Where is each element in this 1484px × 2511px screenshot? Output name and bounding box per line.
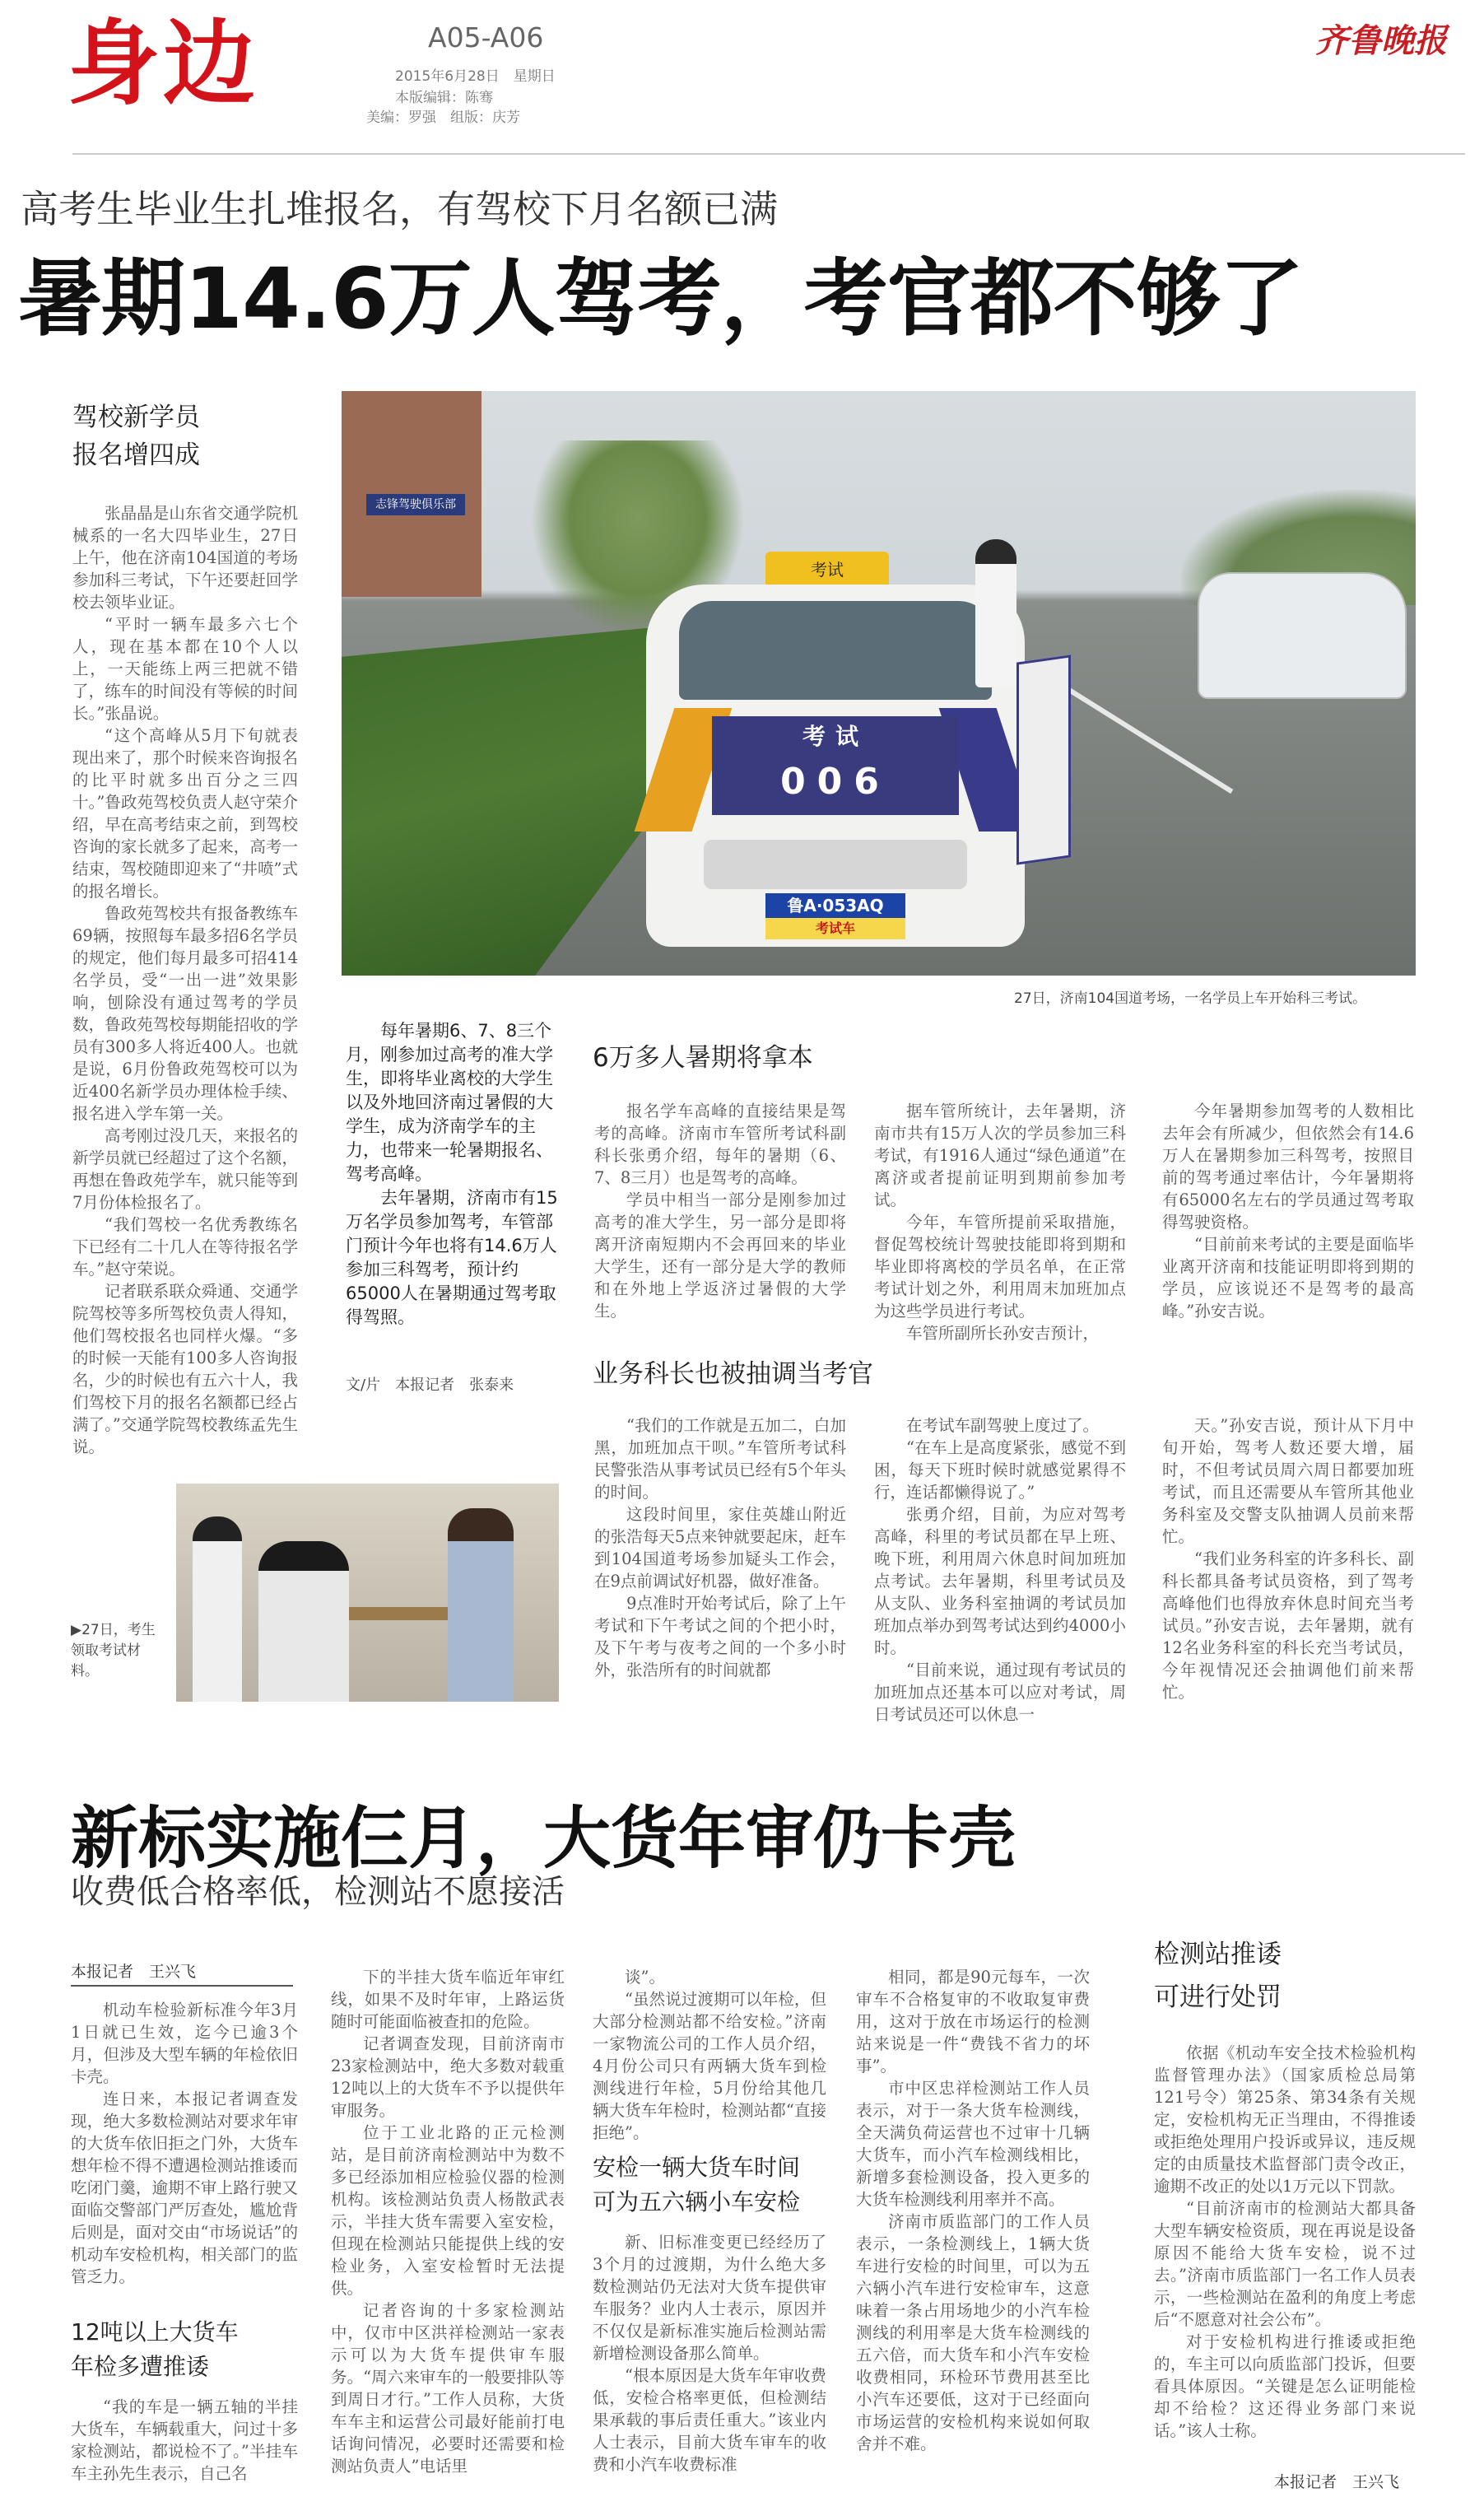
story2-col1-tail-p0: “我的车是一辆五轴的半挂大货车，车辆载重大，问过十多家检测站，都说检不了。”半挂车车主孙先生表示，自己名 <box>71 2397 298 2483</box>
hood-label-number: 006 <box>780 761 891 803</box>
story1-sub3-col2-p1: “在车上是高度紧张，感觉不到困，每天下班时候时就感觉累得不行，连话都懒得说了。” <box>874 1438 1126 1502</box>
story2-headline: 新标实施仨月，大货年审仍卡壳 <box>71 1800 1016 1878</box>
story1-sub2-col3 <box>1162 1100 1414 1322</box>
story1-sub3-col2 <box>874 1414 1126 1726</box>
open-door <box>1016 655 1071 864</box>
story1-sub2-col2-p0: 据车管所统计，去年暑期，济南市共有15万人次的学员参加三科考试，有1916人通过“绿色通道”在离济或者提前证明到期前参加考试。 <box>874 1102 1126 1209</box>
lane-marking <box>1063 685 1234 794</box>
story2-col5-p2: 对于安检机构进行推诿或拒绝的，车主可以向质监部门投诉，但要看具体原因。“关键是怎么证明能检却不给检？这还得业务部门来说话。”该人士称。 <box>1154 2332 1416 2440</box>
story1-sub3-col1-p1: 这段时间里，家住英雄山附近的张浩每天5点来钟就要起床，赶车到104国道考场参加疑头工作会，在9点前调试好机器，做好准备。 <box>594 1505 846 1591</box>
main-photo <box>342 391 1416 976</box>
story1-col-left-p2: “这个高峰从5月下旬就表现出来了，那个时候来咨询报名的比平时就多出百分之三四十。”鲁政苑驾校负责人赵守荣介绍，早在高考结束之前，到驾校咨询的家长就多了起来，高考一结束，驾校随即迎来了“井喷”式的报名增长。 <box>72 726 298 901</box>
suv <box>1198 572 1407 699</box>
hood-label <box>712 716 959 815</box>
story1-sub2-col2-p2: 车管所副所长孙安吉预计， <box>906 1324 1100 1343</box>
story2-col3-tail <box>593 2231 826 2476</box>
story2-col4-p2: 济南市质监部门的工作人员表示，一条检测线上，1辆大货车进行安检的时间里，可以为五六辆小汽车进行安检审车，这意味着一条占用场地少的小汽车检测线的利用率是大货车检测线的五六倍，而大货车和小汽车安检收费相同，环检环节费用甚至比小汽车还要低，这对于已经面向市场运营的安检机构来说如何取舍并不难。 <box>856 2212 1090 2453</box>
examinee-figure <box>258 1541 349 1702</box>
story1-col-left-p4: 高考刚过没几天，来报名的新学员就已经超过了这个名额，再想在鲁政苑学车，就只能等到7月份体检报名了。 <box>72 1126 298 1212</box>
roadside-sign: 志锋驾驶俱乐部 <box>366 494 465 515</box>
story2-col5 <box>1154 2042 1416 2442</box>
story1-sub3-col3-p0: 天。”孙安吉说，预计从下月中旬开始，驾考人数还要大增，届时，不但考试员周六周日都要加班考试，而且还需要从车管所其他业务科室及交警支队抽调人员前来帮忙。 <box>1162 1416 1414 1546</box>
story2-byline: 本报记者 王兴飞 <box>71 1959 293 1987</box>
story1-sub2-col2 <box>874 1100 1126 1344</box>
section-logo <box>67 11 339 118</box>
story1-sub2: 6万多人暑期将拿本 <box>593 1043 813 1073</box>
student-figure <box>975 539 1016 687</box>
story1-col-left-p0: 张晶晶是山东省交通学院机械系的一名大四毕业生，27日上午，他在济南104国道的考场参加科三考试，下午还要赶回学校去领毕业证。 <box>72 504 298 612</box>
license-plate <box>765 893 905 941</box>
small-photo-caption: ▶27日，考生领取考试材料。 <box>71 1622 156 1679</box>
windshield <box>679 601 992 700</box>
story1-intro-p0: 每年暑期6、7、8三个月，刚参加过高考的准大学生，即将毕业离校的大学生以及外地回济南过暑假的大学生，成为济南学车的主力，也带来一轮暑期报名、驾考高峰。 <box>346 1021 553 1184</box>
story2-byline-end: 本报记者 王兴飞 <box>1274 2473 1400 2491</box>
car-body <box>646 585 1025 947</box>
story2-col1-p1: 连日来，本报记者调查发现，绝大多数检测站对要求年审的大货车依旧拒之门外，大货车想年检不得不遭遇检测站推诿而吃闭门羹，逾期不审上路行驶又面临交警部门严厉查处，尴尬背后则是，面对交由“市场说话”的机动车安检机构，相关部门的监管乏力。 <box>71 2089 298 2286</box>
editor-credit: 本版编辑：陈骞 <box>395 90 493 106</box>
story2-col2-p3: 记者咨询的十多家检测站中，仅市中区洪祥检测站一家表示可以为大货车提供审车服务。“周六来审车的一般要排队等到周日才行。”工作人员称，大货车车主和运营公司最好能前打电话询问情况，必要时还需要和检测站负责人”电话里 <box>331 2301 565 2476</box>
story1-sub2-col3-p1: “目前前来考试的主要是面临毕业离开济南和技能证明即将到期的学员，应该说还不是驾考的最高峰。”孙安吉说。 <box>1162 1235 1414 1321</box>
story2-sub3: 检测站推诿 可进行处罚 <box>1154 1940 1282 2012</box>
plate-label: 考试车 <box>765 918 905 939</box>
story1-sub3-col3-p1: “我们业务科室的许多科长、副科长都具备考试员资格，到了驾考高峰他们也得放弃休息时间充当考试员。”孙安吉说，去年暑期，就有12名业务科室的科长充当考试员，今年视情况还会抽调他们前来帮忙。 <box>1162 1549 1414 1702</box>
story2-col1-p0: 机动车检验新标准今年3月1日就已生效，迄今已逾3个月，但涉及大型车辆的年检依旧卡壳。 <box>71 2001 298 2086</box>
story1-col-left <box>72 502 298 1458</box>
story1-sub3-col1 <box>594 1414 846 1681</box>
story2-col2 <box>331 1966 565 2477</box>
story2-deck: 收费低合格率低，检测站不愿接活 <box>71 1873 565 1911</box>
roof-sign <box>765 552 889 588</box>
story1-sub3-col2-p0: 在考试车副驾驶上度过了。 <box>906 1416 1100 1435</box>
story2-col5-p1: “目前济南市的检测站大都具备大型车辆安检资质，现在再说是设备原因不能给大货车安检，说不过去。”济南市质监部门一名工作人员表示，一些检测站在盈利的角度上考虑后“不愿意对社会公布”。 <box>1154 2199 1416 2329</box>
issue-date: 2015年6月28日 星期日 <box>395 68 556 85</box>
story2-col3-p1: “虽然说过渡期可以年检，但大部分检测站都不给安检。”济南一家物流公司的工作人员介绍，4月份公司只有两辆大货车到检测线进行年检，5月份给其他几辆大货车年检时，检测站都“直接拒绝”。 <box>593 1990 826 2142</box>
officer-figure <box>448 1508 514 1702</box>
building <box>342 391 481 597</box>
story2-col4 <box>856 1966 1090 2455</box>
story1-sub3-col1-p2: 9点准时开始考试后，除了上午考试和下午考试之间的个把小时，及下午考与夜考之间的一个多小时外，张浩所有的时间就都 <box>594 1594 846 1679</box>
hood-label-title: 考试 <box>802 723 868 750</box>
story2-col3-p0: 谈”。 <box>625 1968 665 1987</box>
paper-logo: 齐鲁晚报 <box>1315 21 1447 60</box>
story1-sub1: 驾校新学员 报名增四成 <box>72 403 200 470</box>
design-credit: 美编：罗强 组版：庆芳 <box>366 109 520 126</box>
story1-sub3: 业务科长也被抽调当考官 <box>593 1359 873 1389</box>
roof-sign-text: 考试 <box>811 560 844 580</box>
story1-sub3-col2-p3: “目前来说，通过现有考试员的加班加点还基本可以应对考试，周日考试员还可以休息一 <box>874 1661 1126 1724</box>
section-title: 身边 <box>67 11 258 118</box>
story2-col2-p0: 下的半挂大货车临近年审红线，如果不及时年审，上路运货随时可能面临被查扣的危险。 <box>331 1968 565 2031</box>
story1-headline: 暑期14.6万人驾考，考官都不够了 <box>18 250 1303 348</box>
story1-sub2-col3-p0: 今年暑期参加驾考的人数相比去年会有所减少，但依然会有14.6万人在暑期参加三科驾考，按照目前的驾考通过率估计，今年暑期将有65000名左右的学员通过驾考取得驾驶资格。 <box>1162 1102 1414 1232</box>
story1-intro <box>346 1019 561 1330</box>
story1-sub2-col1-p1: 学员中相当一部分是刚参加过高考的准大学生，另一部分是即将离开济南短期内不会再回来的毕业大学生，还有一部分是大学的教师和在外地上学返济过暑假的大学生。 <box>594 1190 846 1321</box>
story1-sub2-col1 <box>594 1100 846 1322</box>
story1-intro-p1: 去年暑期，济南市有15万名学员参加驾考，车管部门预计今年也将有14.6万人参加三科驾考，预计约65000人在暑期通过驾考取得驾照。 <box>346 1188 558 1327</box>
main-photo-caption: 27日，济南104国道考场，一名学员上车开始科三考试。 <box>1014 990 1367 1007</box>
story1-sub3-col2-p2: 张勇介绍，目前，为应对驾考高峰，科里的考试员都在早上班、晚下班，利用周六休息时间加班加点考试。去年暑期，科里考试员及从支队、业务科室抽调的考试员加班加点举办到驾考试达到约4000小时。 <box>874 1505 1126 1657</box>
masthead-rule <box>72 153 1465 155</box>
story1-col-left-p3: 鲁政苑驾校共有报备教练车69辆，按照每车最多招6名学员的规定，他们每月最多可招414名学员，受“一出一进”效果影响，刨除没有通过驾考的学员数，鲁政苑驾校每期能招收的学员有300多人将近400人。也就是说，6月份鲁政苑驾校可以为近400名新学员办理体检手续、报名进入学车第一关。 <box>72 904 298 1123</box>
small-photo <box>176 1484 559 1702</box>
story2-col3 <box>593 1966 826 2144</box>
story1-sub3-col1-p0: “我们的工作就是五加二，白加黑，加班加点干呗。”车管所考试科民警张浩从事考试员已经有5个年头的时间。 <box>594 1416 846 1502</box>
story1-byline: 文/片 本报记者 张泰来 <box>346 1377 514 1394</box>
story2-col3-tail-p0: 新、旧标准变更已经经历了3个月的过渡期，为什么绝大多数检测站仍无法对大货车提供审车服务？业内人士表示，原因并不仅仅是新标准实施后检测站需新增检测设备那么简单。 <box>593 2233 826 2363</box>
story1-col-left-p5: “我们驾校一名优秀教练名下已经有二十几人在等待报名学车。”赵守荣说。 <box>72 1215 298 1279</box>
story2-col3-tail-p1: “根本原因是大货车年审收费低，安检合格率更低，但检测结果承载的事后责任重大。”该业内人士表示，目前大货车审车的收费和小汽车收费标准 <box>593 2366 826 2474</box>
story2-sub1: 12吨以上大货车 年检多遭推诿 <box>71 2318 239 2380</box>
story1-kicker: 高考生毕业生扎堆报名，有驾校下月名额已满 <box>21 187 778 231</box>
grille <box>704 840 967 889</box>
page-range: A05-A06 <box>428 21 544 54</box>
story1-col-left-p1: “平时一辆车最多六七个人，现在基本都在10个人以上，一天能练上两三把就不错了，练车的时间没有等候的时间长。”张晶说。 <box>72 615 298 723</box>
story2-col1-tail <box>71 2396 298 2485</box>
story2-col2-p1: 记者调查发现，目前济南市23家检测站中，绝大多数对载重12吨以上的大货车不予以提供年审服务。 <box>331 2034 565 2120</box>
story2-col4-p1: 市中区忠祥检测站工作人员表示，对于一条大货车检测线，全天满负荷运营也不过审十几辆大货车，而小汽车检测线相比，新增多套检测设备，投入更多的大货车检测线利用率并不高。 <box>856 2079 1090 2209</box>
story2-col2-p2: 位于工业北路的正元检测站，是目前济南检测站中为数不多已经添加相应检验仪器的检测机构。该检测站负责人杨散武表示，半挂大货车需要入室安检，但现在检测站只能提供上线的安检业务，入室安检暂时无法提供。 <box>331 2123 565 2298</box>
plate-number: 鲁A·053AQ <box>765 893 905 918</box>
story1-sub2-col1-p0: 报名学车高峰的直接结果是驾考的高峰。济南市车管所考试科副科长张勇介绍，每年的暑期（6、7、8三月）也是驾考的高峰。 <box>594 1102 846 1187</box>
story2-col1 <box>71 1999 298 2288</box>
story2-col4-p0: 相同，都是90元每车，一次审车不合格复审的不收取复审费用，这对于放在市场运行的检测站来说是一件“费钱不省力的坏事”。 <box>856 1968 1090 2075</box>
story1-sub2-col2-p1: 今年，车管所提前采取措施，督促驾校统计驾驶技能即将到期和毕业即将离校的学员名单，在正常考试计划之外，利用周末加班加点为这些学员进行考试。 <box>874 1213 1126 1321</box>
story2-sub2: 安检一辆大货车时间 可为五六辆小车安检 <box>593 2154 801 2215</box>
story1-sub3-col3 <box>1162 1414 1414 1703</box>
bystander-figure <box>193 1516 242 1702</box>
story1-col-left-p6: 记者联系联众舜通、交通学院驾校等多所驾校负责人得知，他们驾校报名也同样火爆。“多的时候一天能有100多人咨询报名，少的时候也有五六十人，我们驾校下月的报名名额都已经占满了。”交通学院驾校教练孟先生说。 <box>72 1282 298 1456</box>
story2-col5-p0: 依据《机动车安全技术检验机构监督管理办法》（国家质检总局第121号令）第25条、第34条有关规定，安检机构无正当理由，不得推诿或拒绝处理用户投诉或异议，违反规定的由质量技术监督部门责令改正，逾期不改正的处以1万元以下罚款。 <box>1154 2043 1416 2196</box>
